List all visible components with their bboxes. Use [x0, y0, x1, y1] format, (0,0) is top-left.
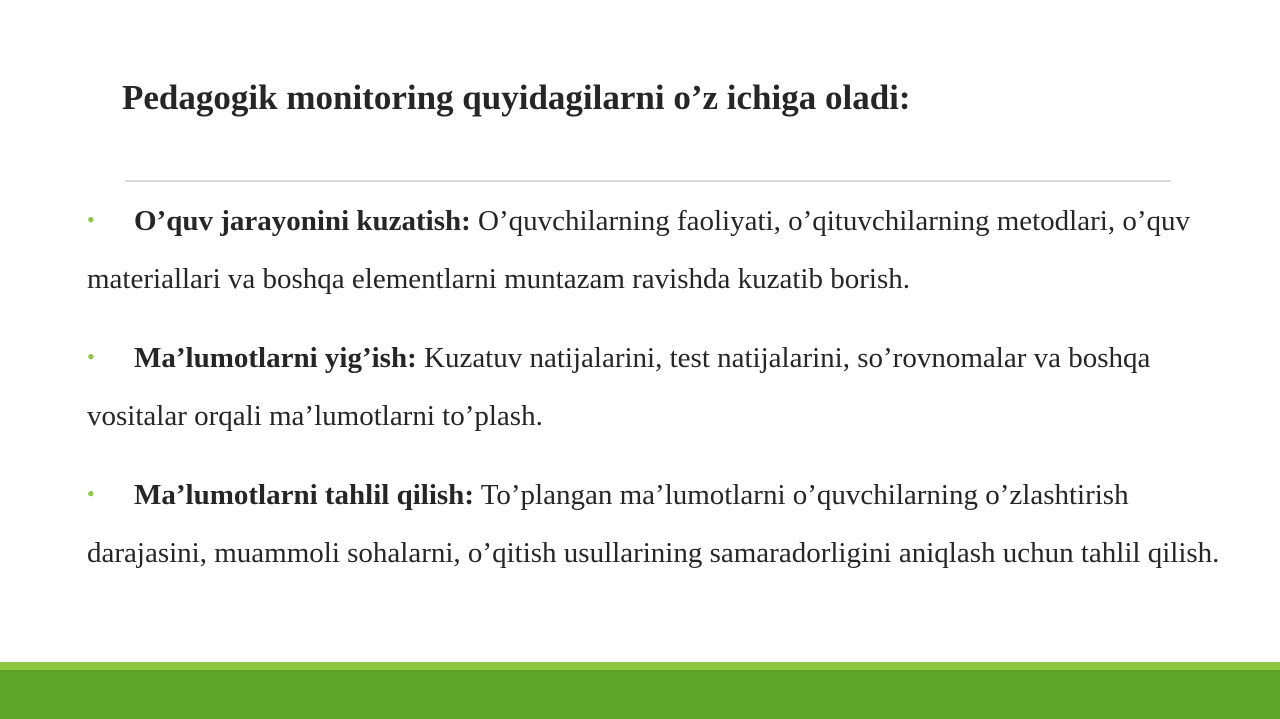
footer-accent-stripe	[0, 662, 1280, 670]
bullet-icon: •	[87, 207, 95, 232]
bullet-text: O’quvchilarning faoliyati, o’qituvchilarning metodlari, o’quv materiallari va boshqa elementlarni muntazam ravishda kuzatib borish.	[87, 205, 1190, 295]
title-divider	[125, 180, 1171, 182]
bullet-item	[87, 465, 1252, 582]
bullet-text: Kuzatuv natijalarini, test natijalarini, so’rovnomalar va boshqa vositalar orqali ma’lumotlarni to’plash.	[87, 342, 1151, 432]
slide-title: Pedagogik monitoring quyidagilarni o’z ichiga oladi:	[122, 78, 911, 117]
bullet-icon: •	[87, 481, 95, 506]
bullet-term: Ma’lumotlarni tahlil qilish:	[134, 479, 474, 511]
bullet-term: O’quv jarayonini kuzatish:	[134, 205, 471, 237]
bullet-item	[87, 328, 1252, 445]
bullet-icon: •	[87, 344, 95, 369]
bullet-term: Ma’lumotlarni yig’ish:	[134, 342, 417, 374]
bullet-item	[87, 191, 1252, 308]
footer-bar	[0, 670, 1280, 719]
bullet-list	[87, 191, 1252, 602]
bullet-text: To’plangan ma’lumotlarni o’quvchilarning o’zlashtirish darajasini, muammoli sohalarni, o’qitish usullarining samaradorligini aniqlash uchun tahlil qilish.	[87, 479, 1220, 569]
